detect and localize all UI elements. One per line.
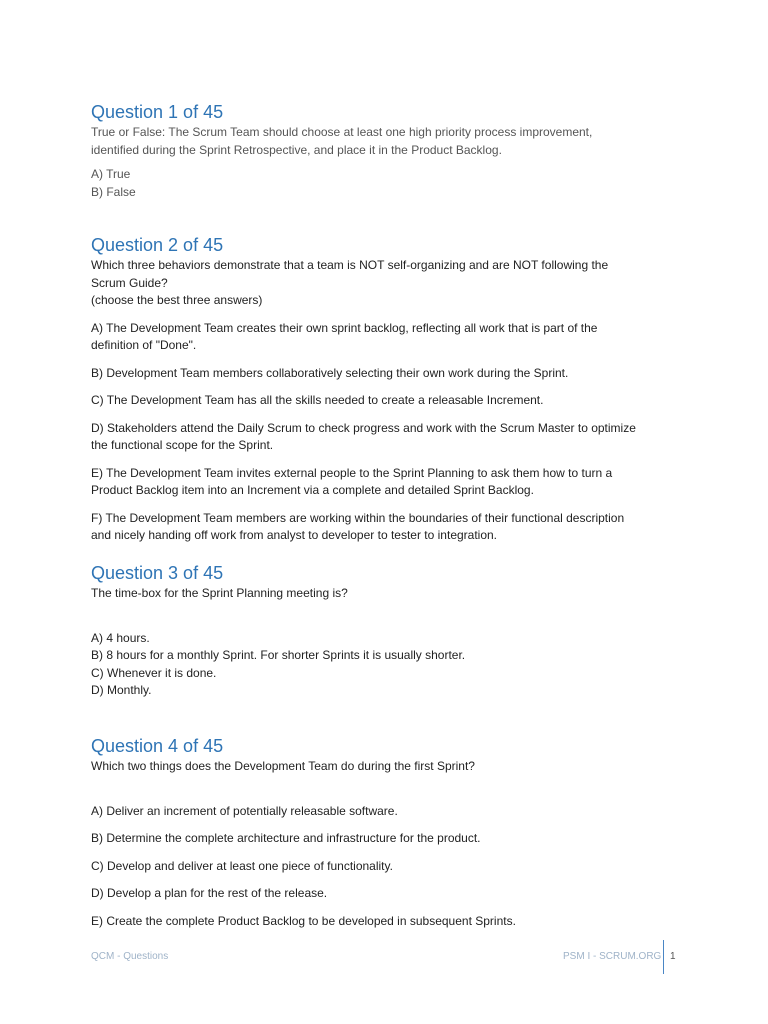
answer-option: definition of "Done". (91, 338, 197, 352)
question-1 (91, 101, 686, 201)
question-title: Question 2 of 45 (91, 235, 224, 255)
answer-option: Product Backlog item into an Increment via a complete and detailed Sprint Backlog. (91, 483, 534, 497)
footer-source: PSM I - SCRUM.ORG (563, 951, 662, 962)
answer-option: C) The Development Team has all the skills needed to create a releasable Increment. (91, 393, 544, 407)
answer-option: C) Develop and deliver at least one piece of functionality. (91, 858, 393, 873)
question-4 (91, 735, 686, 930)
answer-option: B) Determine the complete architecture and infrastructure for the product. (91, 831, 481, 845)
question-title: Question 1 of 45 (91, 102, 224, 122)
footer-document-title: QCM - Questions (91, 951, 169, 962)
answer-option: A) True (91, 167, 131, 181)
answer-option: B) Development Team members collaboratively selecting their own work during the Sprint. (91, 365, 569, 380)
answer-option: F) The Development Team members are working within the boundaries of their functional description (91, 510, 625, 525)
question-title: Question 3 of 45 (91, 563, 224, 583)
answer-option: A) 4 hours. (91, 630, 150, 645)
answer-option: D) Develop a plan for the rest of the release. (91, 886, 328, 900)
footer-divider (663, 940, 664, 974)
question-text-line: Scrum Guide? (91, 275, 168, 290)
question-text-line: True or False: The Scrum Team should choose at least one high priority process improvement, (91, 125, 593, 139)
answer-option: E) The Development Team invites external people to the Sprint Planning to ask them how to turn a (91, 465, 613, 480)
answer-option: E) Create the complete Product Backlog to be developed in subsequent Sprints. (91, 913, 516, 928)
question-text-line: Which two things does the Development Team do during the first Sprint? (91, 759, 475, 773)
answer-option: A) The Development Team creates their own sprint backlog, reflecting all work that is part of the (91, 320, 598, 335)
question-text-line: identified during the Sprint Retrospective, and place it in the Product Backlog. (91, 142, 502, 157)
question-title: Question 4 of 45 (91, 736, 224, 756)
question-3 (91, 562, 686, 700)
answer-option: B) 8 hours for a monthly Sprint. For shorter Sprints it is usually shorter. (91, 648, 466, 662)
answer-option: D) Monthly. (91, 683, 152, 697)
question-2 (91, 234, 686, 545)
answer-option: and nicely handing off work from analyst to developer to tester to integration. (91, 528, 498, 542)
page-number: 1 (670, 951, 676, 962)
answer-option: C) Whenever it is done. (91, 665, 217, 680)
answer-option: D) Stakeholders attend the Daily Scrum to check progress and work with the Scrum Master to optimize (91, 420, 636, 435)
question-text-line: (choose the best three answers) (91, 293, 263, 307)
answer-option: the functional scope for the Sprint. (91, 438, 274, 452)
question-text-line: The time-box for the Sprint Planning meeting is? (91, 586, 348, 600)
answer-option: A) Deliver an increment of potentially releasable software. (91, 803, 398, 818)
answer-option: B) False (91, 184, 136, 199)
question-text-line: Which three behaviors demonstrate that a team is NOT self-organizing and are NOT following the (91, 258, 609, 272)
